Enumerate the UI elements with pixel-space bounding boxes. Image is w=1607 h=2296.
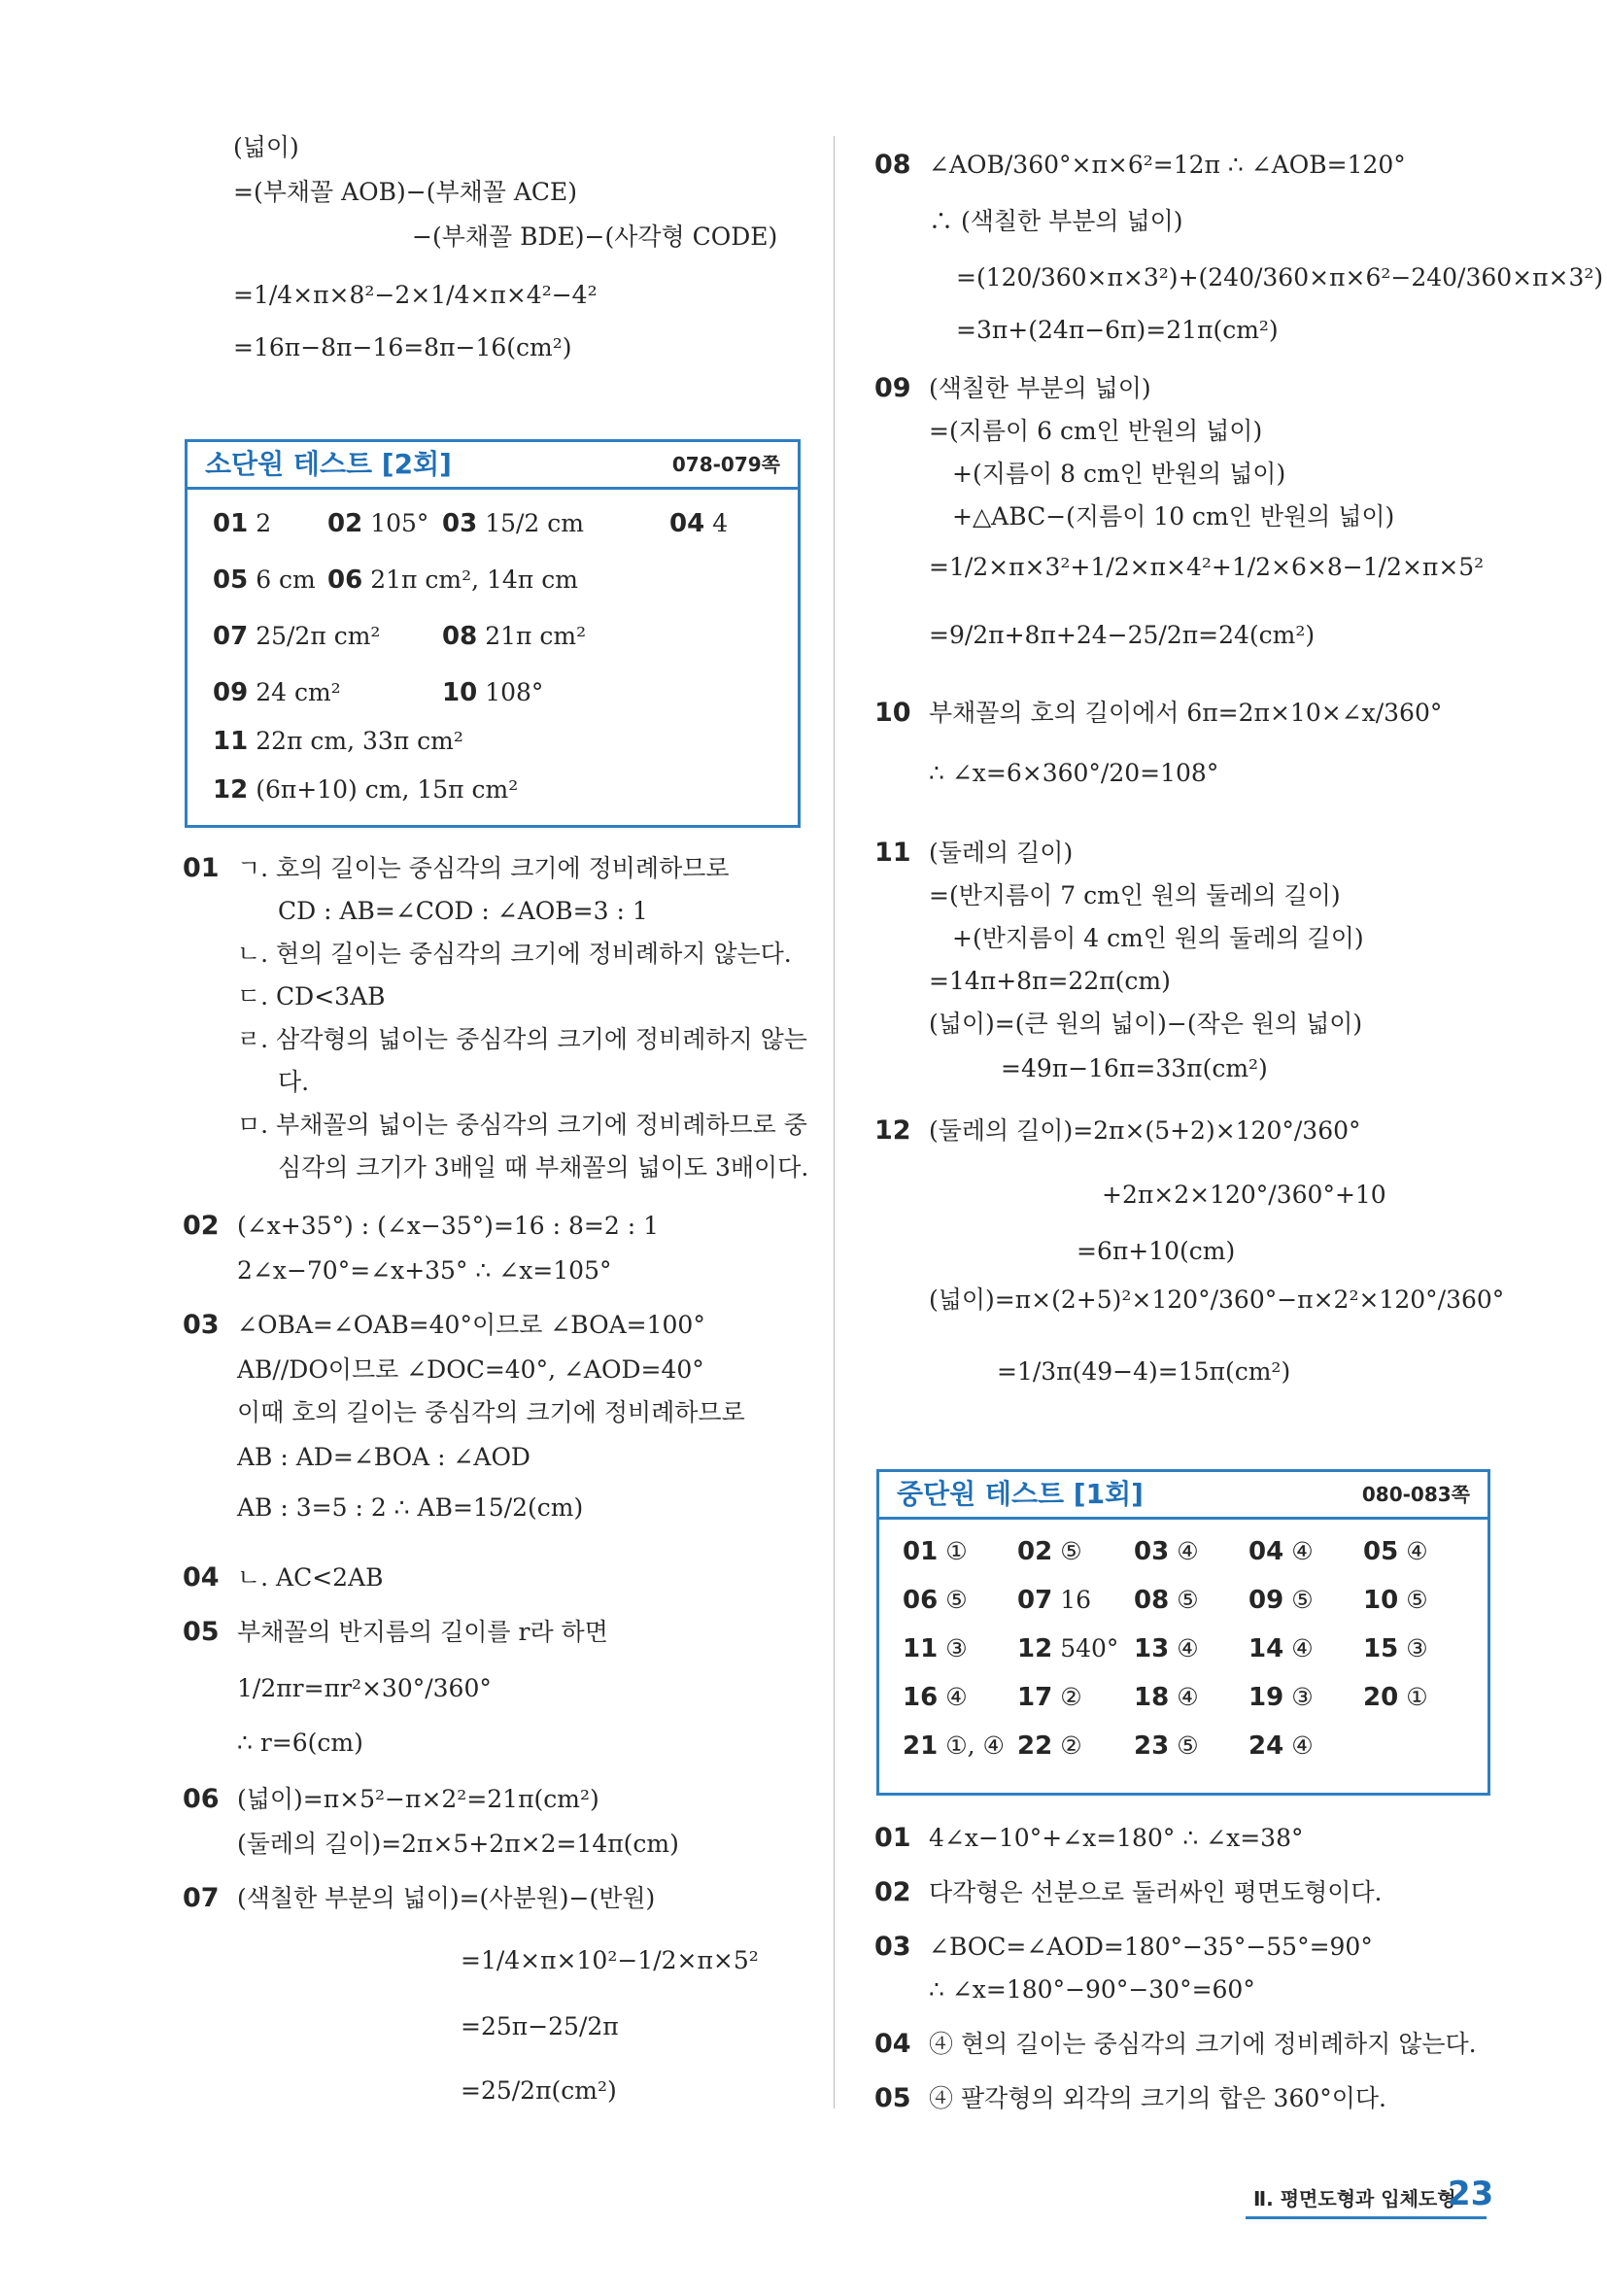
- answer-item: 22 ②: [1017, 1731, 1082, 1761]
- solution-number: 02: [874, 1877, 911, 1907]
- page-number: 23: [1448, 2175, 1494, 2213]
- answer-item: 20 ①: [1363, 1683, 1428, 1712]
- box-title: 소단원 테스트 [2회]: [205, 448, 452, 480]
- answer-item: 21 ①, ④: [903, 1731, 1005, 1761]
- solution-line: (둘레의 길이)=2π×(5+2)×120°/360°: [929, 1116, 1361, 1145]
- solution-line: 부채꼴의 호의 길이에서 6π=2π×10×∠x/360°: [929, 699, 1443, 727]
- answer-item: 13 ④: [1134, 1634, 1199, 1663]
- solution-line: (색칠한 부분의 넓이): [929, 374, 1151, 402]
- solution-line: ∠BOC=∠AOD=180°−35°−55°=90°: [929, 1933, 1373, 1961]
- solution-line: =25π−25/2π: [461, 2012, 619, 2040]
- answer-item: 01 ①: [903, 1537, 968, 1566]
- answer-item: 04 ④: [1248, 1537, 1314, 1566]
- solution-line: 다각형은 선분으로 둘러싸인 평면도형이다.: [929, 1878, 1383, 1906]
- solution-line: 이때 호의 길이는 중심각의 크기에 정비례하므로: [237, 1398, 745, 1426]
- solution-line: 2∠x−70°=∠x+35° ∴ ∠x=105°: [237, 1256, 612, 1285]
- top-line: =1/4×π×8²−2×1/4×π×4²−4²: [233, 281, 598, 309]
- solution-line: =25/2π(cm²): [461, 2076, 617, 2105]
- answer-item: 15 ③: [1363, 1634, 1428, 1663]
- solution-line: ㄴ. AC<2AB: [237, 1563, 384, 1592]
- solution-line: =1/4×π×10²−1/2×π×5²: [461, 1946, 759, 1974]
- answer-item: 16 ④: [903, 1683, 968, 1712]
- solution-line: ∠OBA=∠OAB=40°이므로 ∠BOA=100°: [237, 1311, 705, 1339]
- solution-number: 04: [183, 1562, 220, 1593]
- solution-line: 부채꼴의 반지름의 길이를 r라 하면: [237, 1618, 608, 1646]
- answer-item: 09 ⑤: [1248, 1586, 1314, 1615]
- solution-number: 05: [183, 1617, 220, 1647]
- solution-line: (둘레의 길이): [929, 839, 1074, 867]
- solution-number: 01: [183, 853, 220, 883]
- solution-line: ∴ (색칠한 부분의 넓이): [929, 207, 1183, 235]
- solution-line: 1/2πr=πr²×30°/360°: [237, 1674, 492, 1702]
- solution-line: =49π−16π=33π(cm²): [1001, 1054, 1268, 1082]
- solution-line: =3π+(24π−6π)=21π(cm²): [956, 316, 1279, 344]
- answer-item: 09 24 cm²: [213, 678, 341, 707]
- solution-number: 06: [183, 1784, 220, 1814]
- answer-item: 10 108°: [442, 678, 544, 707]
- solution-number: 05: [874, 2083, 911, 2113]
- box-page-range: 078-079쪽: [671, 453, 780, 476]
- answer-item: 10 ⑤: [1363, 1586, 1428, 1615]
- answer-item: 11 ③: [903, 1634, 968, 1663]
- answer-item: 18 ④: [1134, 1683, 1199, 1712]
- answer-item: 19 ③: [1248, 1683, 1314, 1712]
- solution-number: 10: [874, 698, 911, 728]
- answer-item: 06 ⑤: [903, 1586, 968, 1615]
- solution-line: ㄹ. 삼각형의 넓이는 중심각의 크기에 정비례하지 않는: [237, 1025, 807, 1053]
- solution-line: +(지름이 8 cm인 반원의 넓이): [952, 460, 1286, 488]
- solution-line: ∴ ∠x=180°−90°−30°=60°: [929, 1975, 1255, 2004]
- solution-number: 04: [874, 2029, 911, 2059]
- footer-rule: [1246, 2216, 1487, 2219]
- solution-line: 다.: [278, 1068, 310, 1096]
- answer-item: 04 4: [669, 509, 729, 538]
- solution-line: ∴ r=6(cm): [237, 1729, 363, 1757]
- answer-item: 07 16: [1017, 1586, 1091, 1615]
- answer-item: 12 (6π+10) cm, 15π cm²: [213, 775, 519, 805]
- answer-item: 12 540°: [1017, 1634, 1119, 1663]
- solution-line: +2π×2×120°/360°+10: [1102, 1181, 1386, 1209]
- solution-line: AB : AD=∠BOA : ∠AOD: [237, 1443, 530, 1471]
- solution-line: ∠AOB/360°×π×6²=12π ∴ ∠AOB=120°: [929, 151, 1406, 179]
- solution-number: 09: [874, 373, 911, 403]
- solution-number: 08: [874, 150, 911, 180]
- column-divider: [834, 136, 835, 2108]
- answer-item: 02 ⑤: [1017, 1537, 1082, 1566]
- solution-line: ∴ ∠x=6×360°/20=108°: [929, 759, 1219, 787]
- solution-line: ㄷ. CD<3AB: [237, 982, 386, 1011]
- top-line: =(부채꼴 AOB)−(부채꼴 ACE): [233, 178, 578, 206]
- solution-line: ㅁ. 부채꼴의 넓이는 중심각의 크기에 정비례하므로 중: [237, 1111, 807, 1139]
- answer-item: 08 ⑤: [1134, 1586, 1199, 1615]
- solution-line: ㄴ. 현의 길이는 중심각의 크기에 정비례하지 않는다.: [237, 940, 792, 968]
- answer-item: 11 22π cm, 33π cm²: [213, 727, 463, 756]
- answer-item: 06 21π cm², 14π cm: [327, 565, 578, 595]
- box-header: [879, 1472, 1487, 1520]
- answer-item: 05 6 cm: [213, 565, 316, 595]
- solution-number: 02: [183, 1211, 220, 1241]
- solution-number: 12: [874, 1115, 911, 1146]
- solution-line: +△ABC−(지름이 10 cm인 반원의 넓이): [952, 502, 1395, 531]
- solution-line: 4∠x−10°+∠x=180° ∴ ∠x=38°: [929, 1824, 1304, 1852]
- solution-line: CD : AB=∠COD : ∠AOB=3 : 1: [278, 897, 648, 925]
- box-header: [188, 442, 798, 490]
- solution-line: =(반지름이 7 cm인 원의 둘레의 길이): [929, 881, 1341, 909]
- solution-line: =9/2π+8π+24−25/2π=24(cm²): [929, 621, 1316, 649]
- box-title: 중단원 테스트 [1회]: [897, 1478, 1144, 1510]
- solution-line: (둘레의 길이)=2π×5+2π×2=14π(cm): [237, 1830, 679, 1858]
- box-page-range: 080-083쪽: [1361, 1483, 1470, 1506]
- answer-item: 02 105°: [327, 509, 429, 538]
- solution-line: =14π+8π=22π(cm): [929, 967, 1171, 995]
- solution-number: 11: [874, 838, 911, 868]
- small-unit-test-box: [185, 439, 801, 828]
- solution-line: +(반지름이 4 cm인 원의 둘레의 길이): [952, 924, 1364, 952]
- solution-number: 07: [183, 1883, 220, 1913]
- solution-number: 01: [874, 1823, 911, 1853]
- solution-line: (넓이)=(큰 원의 넓이)−(작은 원의 넓이): [929, 1010, 1363, 1038]
- solution-line: (넓이)=π×5²−π×2²=21π(cm²): [237, 1785, 599, 1813]
- solution-line: ④ 현의 길이는 중심각의 크기에 정비례하지 않는다.: [929, 2030, 1477, 2058]
- solution-line: 심각의 크기가 3배일 때 부채꼴의 넓이도 3배이다.: [278, 1153, 809, 1182]
- mid-unit-test-box: [876, 1469, 1490, 1796]
- solution-line: =1/2×π×3²+1/2×π×4²+1/2×6×8−1/2×π×5²: [929, 553, 1485, 581]
- solution-number: 03: [183, 1310, 220, 1340]
- solution-line: (색칠한 부분의 넓이)=(사분원)−(반원): [237, 1884, 656, 1912]
- answer-item: 01 2: [213, 509, 272, 538]
- answer-item: 05 ④: [1363, 1537, 1428, 1566]
- answer-item: 03 ④: [1134, 1537, 1199, 1566]
- solution-line: (넓이)=π×(2+5)²×120°/360°−π×2²×120°/360°: [929, 1285, 1505, 1314]
- solution-number: 03: [874, 1932, 911, 1962]
- answer-item: 03 15/2 cm: [442, 509, 584, 538]
- top-line: (넓이): [233, 133, 299, 161]
- solution-line: =1/3π(49−4)=15π(cm²): [997, 1357, 1291, 1386]
- solution-line: =(120/360×π×3²)+(240/360×π×6²−240/360×π×3²): [956, 263, 1604, 291]
- solution-line: AB : 3=5 : 2 ∴ AB=15/2(cm): [237, 1493, 584, 1522]
- solution-line: =6π+10(cm): [1077, 1237, 1236, 1265]
- solution-line: (∠x+35°) : (∠x−35°)=16 : 8=2 : 1: [237, 1212, 659, 1240]
- solution-line: ㄱ. 호의 길이는 중심각의 크기에 정비례하므로: [237, 854, 730, 882]
- answer-item: 17 ②: [1017, 1683, 1082, 1712]
- answer-item: 14 ④: [1248, 1634, 1314, 1663]
- solution-line: =(지름이 6 cm인 반원의 넓이): [929, 417, 1263, 445]
- answer-item: 23 ⑤: [1134, 1731, 1199, 1761]
- top-line: =16π−8π−16=8π−16(cm²): [233, 333, 572, 361]
- solution-line: ④ 팔각형의 외각의 크기의 합은 360°이다.: [929, 2084, 1386, 2112]
- footer-section-title: Ⅱ. 평면도형과 입체도형: [1253, 2187, 1456, 2210]
- answer-item: 24 ④: [1248, 1731, 1314, 1761]
- answer-item: 07 25/2π cm²: [213, 622, 381, 651]
- top-line: −(부채꼴 BDE)−(사각형 CODE): [412, 223, 778, 251]
- solution-line: AB//DO이므로 ∠DOC=40°, ∠AOD=40°: [237, 1355, 704, 1384]
- answer-item: 08 21π cm²: [442, 622, 587, 651]
